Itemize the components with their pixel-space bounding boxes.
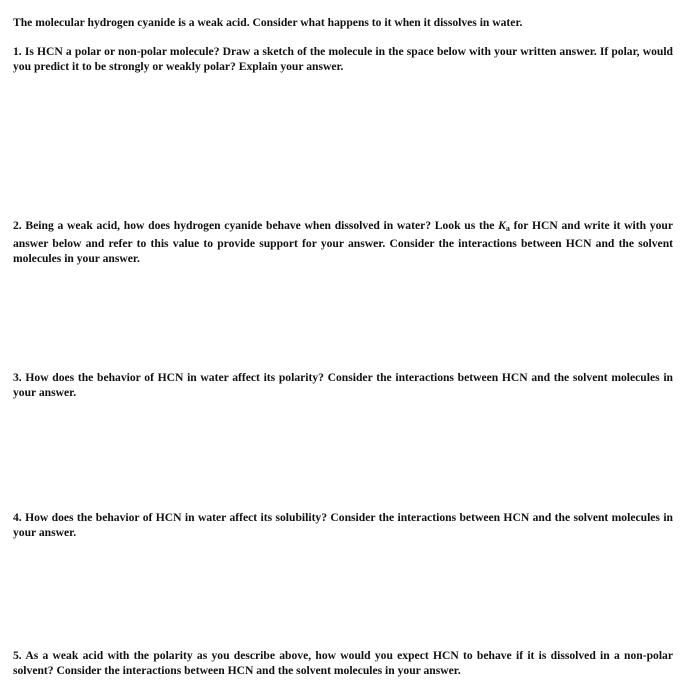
question-4: 4. How does the behavior of HCN in water affect its solubility? Consider the interactions between HCN and the solvent molecules in your answer.	[13, 511, 673, 539]
question-1: 1. Is HCN a polar or non-polar molecule? Draw a sketch of the molecule in the space below with your written answer. If polar, would you predict it to be strongly or weakly polar? Explain your answer.	[13, 45, 673, 73]
question-2-text-before: 2. Being a weak acid, how does hydrogen cyanide behave when dissolved in water? Look us the	[13, 219, 499, 232]
question-2	[13, 218, 673, 266]
ka-symbol: K	[498, 219, 506, 232]
ka-subscript: a	[505, 224, 510, 233]
question-2-text-after: for HCN and write it with your answer below and refer to this value to provide support for your answer. Consider the interactions between HCN and the solvent molecules in your answer.	[13, 219, 673, 265]
question-5: 5. As a weak acid with the polarity as you describe above, how would you expect HCN to behave if it is dissolved in a non-polar solvent? Consider the interactions between HCN and the solvent molecules in your answer.	[13, 649, 673, 677]
intro-text: The molecular hydrogen cyanide is a weak acid. Consider what happens to it when it dissolves in water.	[13, 16, 523, 29]
question-3: 3. How does the behavior of HCN in water affect its polarity? Consider the interactions between HCN and the solvent molecules in your answer.	[13, 371, 673, 399]
